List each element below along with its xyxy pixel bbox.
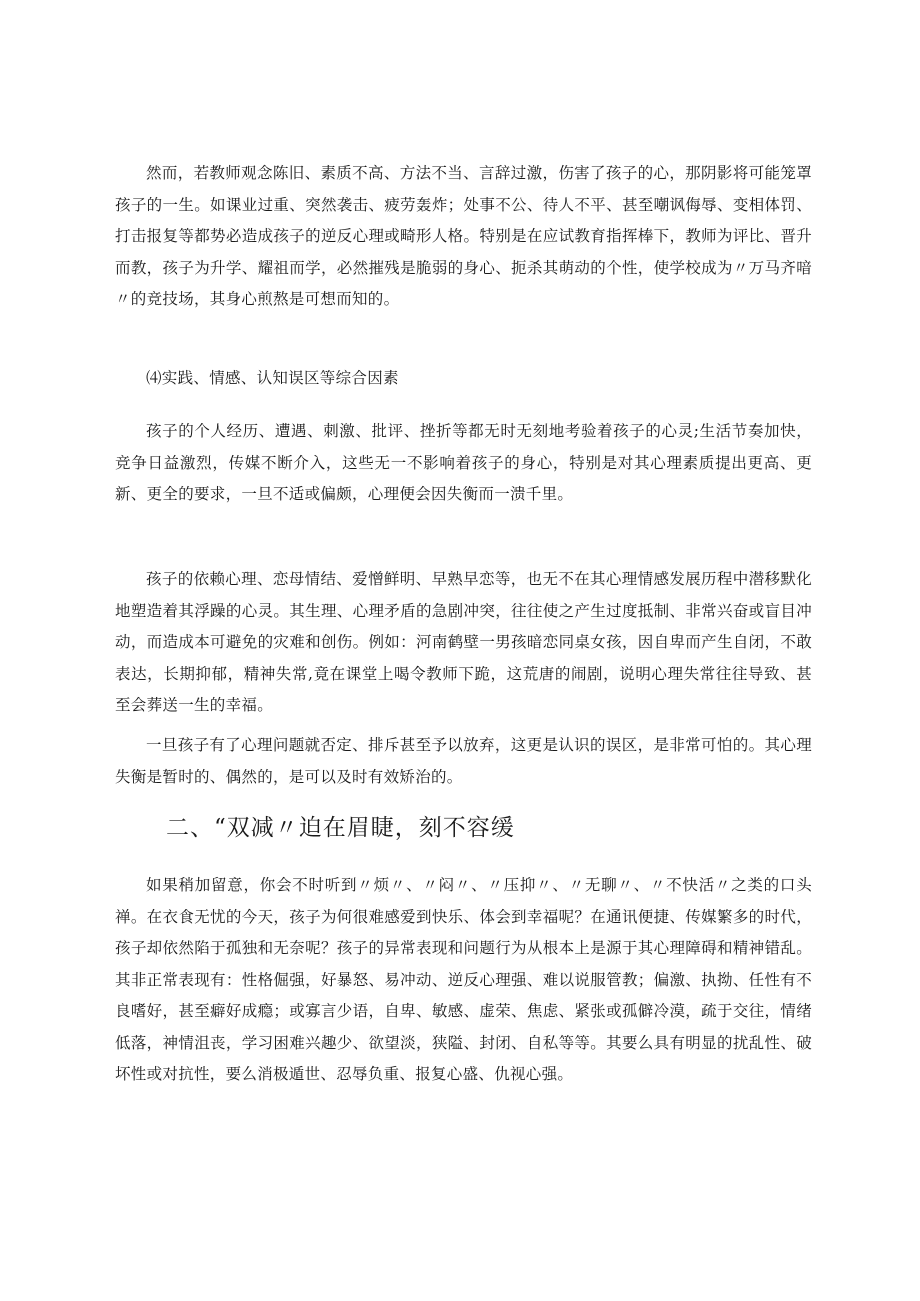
body-paragraph: 孩子的个人经历、遭遇、刺激、批评、挫折等都无时无刻地考验着孩子的心灵;生活节奏加快，竞争日益激烈，传媒不断介入，这些无一不影响着孩子的身心，特别是对其心理素质提出更高、更新、更全的要求，一旦不适或偏颇，心理便会因失衡而一溃千里。 bbox=[115, 422, 812, 503]
body-paragraph: 如果稍加留意，你会不时听到〃烦〃、〃闷〃、〃压抑〃、〃无聊〃、〃不快活〃之类的口头禅。在衣食无忧的今天，孩子为何很难感爱到快乐、体会到幸福呢？在通讯便捷、传媒繁多的时代，孩子却依然陷于孤独和无奈呢？孩子的异常表现和问题行为从根本上是源于其心理障碍和精神错乱。其非正常表现有：性格倔强，好暴怒、易冲动、逆反心理强、难以说服管教；偏激、执拗、任性有不良嗜好，甚至癖好成瘾；或寡言少语，自卑、敏感、虚荣、焦虑、紧张或孤僻冷漠，疏于交往，情绪低落，神情沮丧，学习困难兴趣少、欲望淡，狭隘、封闭、自私等等。其要么具有明显的扰乱性、破坏性或对抗性，要么消极遁世、忍辱负重、报复心盛、仇视心强。 bbox=[115, 876, 812, 1083]
body-paragraph: 一旦孩子有了心理问题就否定、排斥甚至予以放弃，这更是认识的误区，是非常可怕的。其心理失衡是暂时的、偶然的，是可以及时有效矫治的。 bbox=[115, 736, 812, 786]
section-heading: 二、“双减〃迫在眉睫，刻不容缓 bbox=[166, 815, 515, 841]
body-paragraph: 然而，若教师观念陈旧、素质不高、方法不当、言辞过激，伤害了孩子的心，那阴影将可能笼罩孩子的一生。如课业过重、突然袭击、疲劳轰炸；处事不公、待人不平、甚至嘲讽侮辱、变相体罚、打击报复等都势必造成孩子的逆反心理或畸形人格。特别是在应试教育指挥棒下，教师为评比、晋升而教，孩子为升学、耀祖而学，必然摧残是脆弱的身心、扼杀其萌动的个性，使学校成为〃万马齐喑〃的竞技场，其身心煎熬是可想而知的。 bbox=[115, 164, 812, 308]
subsection-heading: ⑷实践、情感、认知误区等综合因素 bbox=[146, 369, 399, 387]
body-paragraph: 孩子的依赖心理、恋母情结、爱憎鲜明、早熟早恋等，也无不在其心理情感发展历程中潜移默化地塑造着其浮躁的心灵。其生理、心理矛盾的急剧冲突，往往使之产生过度抵制、非常兴奋或盲目冲动，而造成本可避免的灾难和创伤。例如：河南鹤壁一男孩暗恋同桌女孩，因自卑而产生自闭，不敢表达，长期抑郁，精神失常,竟在课堂上喝令教师下跪，这荒唐的闹剧，说明心理失常往往导致、甚至会葬送一生的幸福。 bbox=[115, 570, 812, 714]
